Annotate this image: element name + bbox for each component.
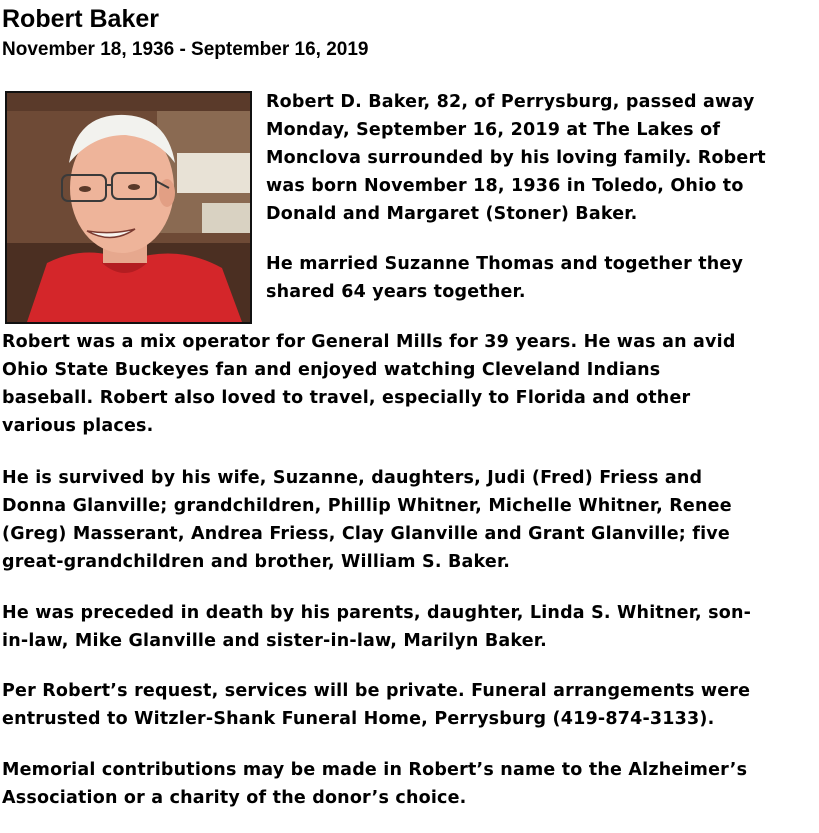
paragraph-intro	[266, 88, 766, 228]
text-line: entrusted to Witzler-Shank Funeral Home, Perrysburg (419-874-3133).	[2, 709, 715, 729]
text-line: Ohio State Buckeyes fan and enjoyed watching Cleveland Indians	[2, 360, 661, 380]
text-line: Memorial contributions may be made in Robert’s name to the Alzheimer’s	[2, 760, 748, 780]
person-name: Robert Baker	[2, 5, 159, 33]
text-line: Association or a charity of the donor’s choice.	[2, 788, 467, 808]
text-line: was born November 18, 1936 in Toledo, Ohio to	[266, 176, 744, 196]
text-line: (Greg) Masserant, Andrea Friess, Clay Glanville and Grant Glanville; five	[2, 524, 730, 544]
text-line: He is survived by his wife, Suzanne, daughters, Judi (Fred) Friess and	[2, 468, 703, 488]
paragraph-career	[2, 328, 736, 440]
text-line: Per Robert’s request, services will be private. Funeral arrangements were	[2, 681, 751, 701]
paragraph-survivors	[2, 464, 732, 576]
text-line: shared 64 years together.	[266, 282, 526, 302]
text-line: baseball. Robert also loved to travel, especially to Florida and other	[2, 388, 691, 408]
portrait-illustration	[7, 93, 250, 322]
text-line: Monday, September 16, 2019 at The Lakes of	[266, 120, 721, 140]
text-line: Robert was a mix operator for General Mills for 39 years. He was an avid	[2, 332, 736, 352]
portrait-photo	[5, 91, 252, 324]
text-line: great-grandchildren and brother, William S. Baker.	[2, 552, 511, 572]
text-line: He married Suzanne Thomas and together they	[266, 254, 744, 274]
text-line: He was preceded in death by his parents, daughter, Linda S. Whitner, son-	[2, 603, 752, 623]
life-dates: November 18, 1936 - September 16, 2019	[2, 39, 369, 60]
text-line: Monclova surrounded by his loving family. Robert	[266, 148, 766, 168]
text-line: in-law, Mike Glanville and sister-in-law, Marilyn Baker.	[2, 631, 547, 651]
paragraph-memorial	[2, 756, 747, 812]
text-line: Robert D. Baker, 82, of Perrysburg, passed away	[266, 92, 755, 112]
paragraph-preceded	[2, 599, 751, 655]
text-line: Donald and Margaret (Stoner) Baker.	[266, 204, 638, 224]
paragraph-services	[2, 677, 750, 733]
text-line: various places.	[2, 416, 154, 436]
text-line: Donna Glanville; grandchildren, Phillip Whitner, Michelle Whitner, Renee	[2, 496, 732, 516]
paragraph-married	[266, 250, 743, 306]
